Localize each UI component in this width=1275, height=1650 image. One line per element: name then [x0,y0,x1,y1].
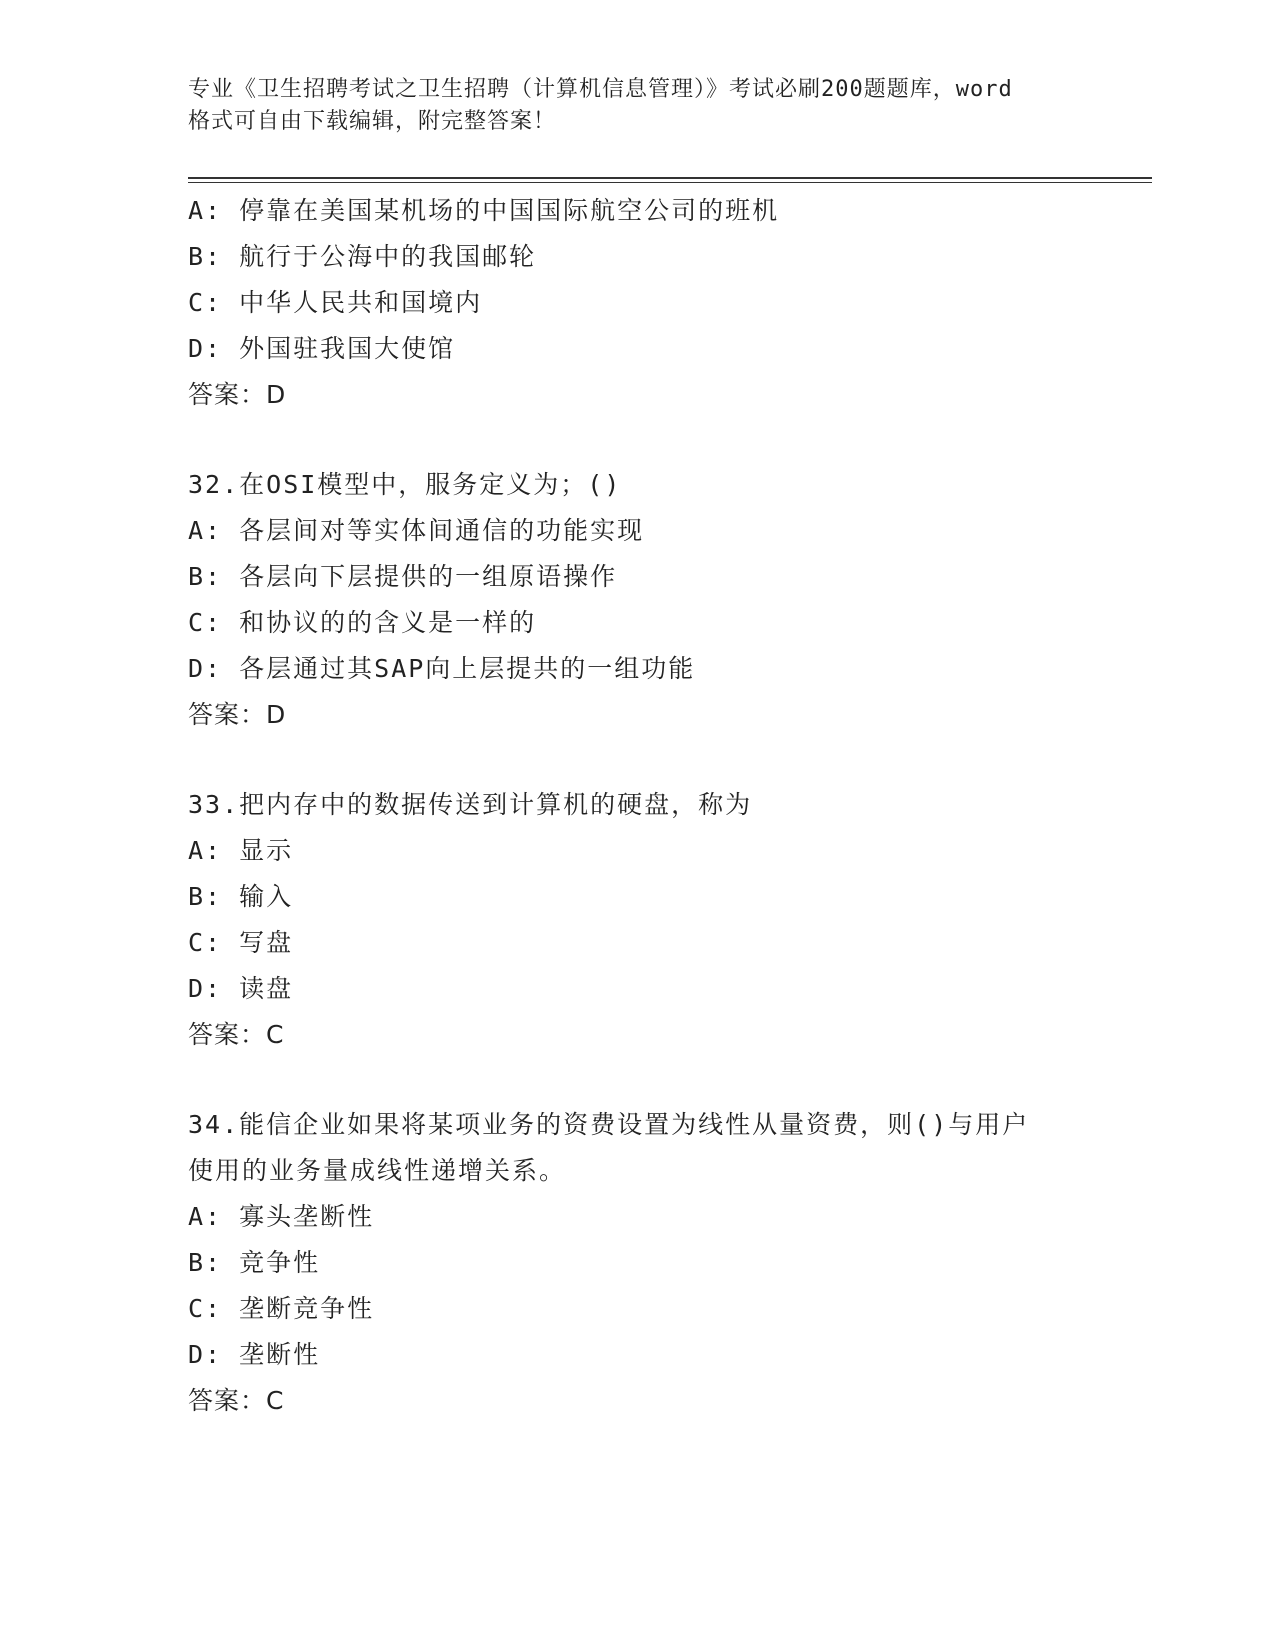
spacer [188,418,1088,462]
option-c: C: 中华人民共和国境内 [188,288,483,317]
question-stem-line-2: 使用的业务量成线性递增关系。 [188,1156,567,1185]
option-c: C: 垄断竞争性 [188,1294,375,1323]
spacer [188,738,1088,782]
document-header [188,74,1088,138]
option-c: C: 写盘 [188,928,294,957]
option-c: C: 和协议的的含义是一样的 [188,608,537,637]
option-a: A: 显示 [188,836,294,865]
answer: 答案：C [188,1020,285,1049]
question-32 [188,462,1088,738]
option-a: A: 寡头垄断性 [188,1202,375,1231]
option-b: B: 航行于公海中的我国邮轮 [188,242,537,271]
header-line-1: 专业《卫生招聘考试之卫生招聘（计算机信息管理）》考试必刷200题题库，word [188,77,1013,102]
option-a: A: 停靠在美国某机场的中国国际航空公司的班机 [188,196,780,225]
option-b: B: 输入 [188,882,294,911]
question-list [188,188,1088,1424]
answer: 答案：D [188,380,287,409]
option-d: D: 外国驻我国大使馆 [188,334,456,363]
header-line-2: 格式可自由下载编辑，附完整答案！ [188,109,557,134]
option-d: D: 垄断性 [188,1340,321,1369]
question-31 [188,188,1088,418]
option-b: B: 各层向下层提供的一组原语操作 [188,562,618,591]
question-34 [188,1102,1088,1424]
question-stem: 32.在OSI模型中，服务定义为；() [188,470,622,499]
answer: 答案：C [188,1386,285,1415]
option-a: A: 各层间对等实体间通信的功能实现 [188,516,645,545]
answer: 答案：D [188,700,287,729]
question-33 [188,782,1088,1058]
header-divider-thick [188,177,1152,179]
header-divider-thin [188,182,1152,183]
option-d: D: 读盘 [188,974,294,1003]
question-stem-line-1: 34.能信企业如果将某项业务的资费设置为线性从量资费，则()与用户 [188,1110,1030,1139]
option-d: D: 各层通过其SAP向上层提共的一组功能 [188,654,696,683]
option-b: B: 竞争性 [188,1248,321,1277]
question-stem: 33.把内存中的数据传送到计算机的硬盘，称为 [188,790,753,819]
spacer [188,1058,1088,1102]
